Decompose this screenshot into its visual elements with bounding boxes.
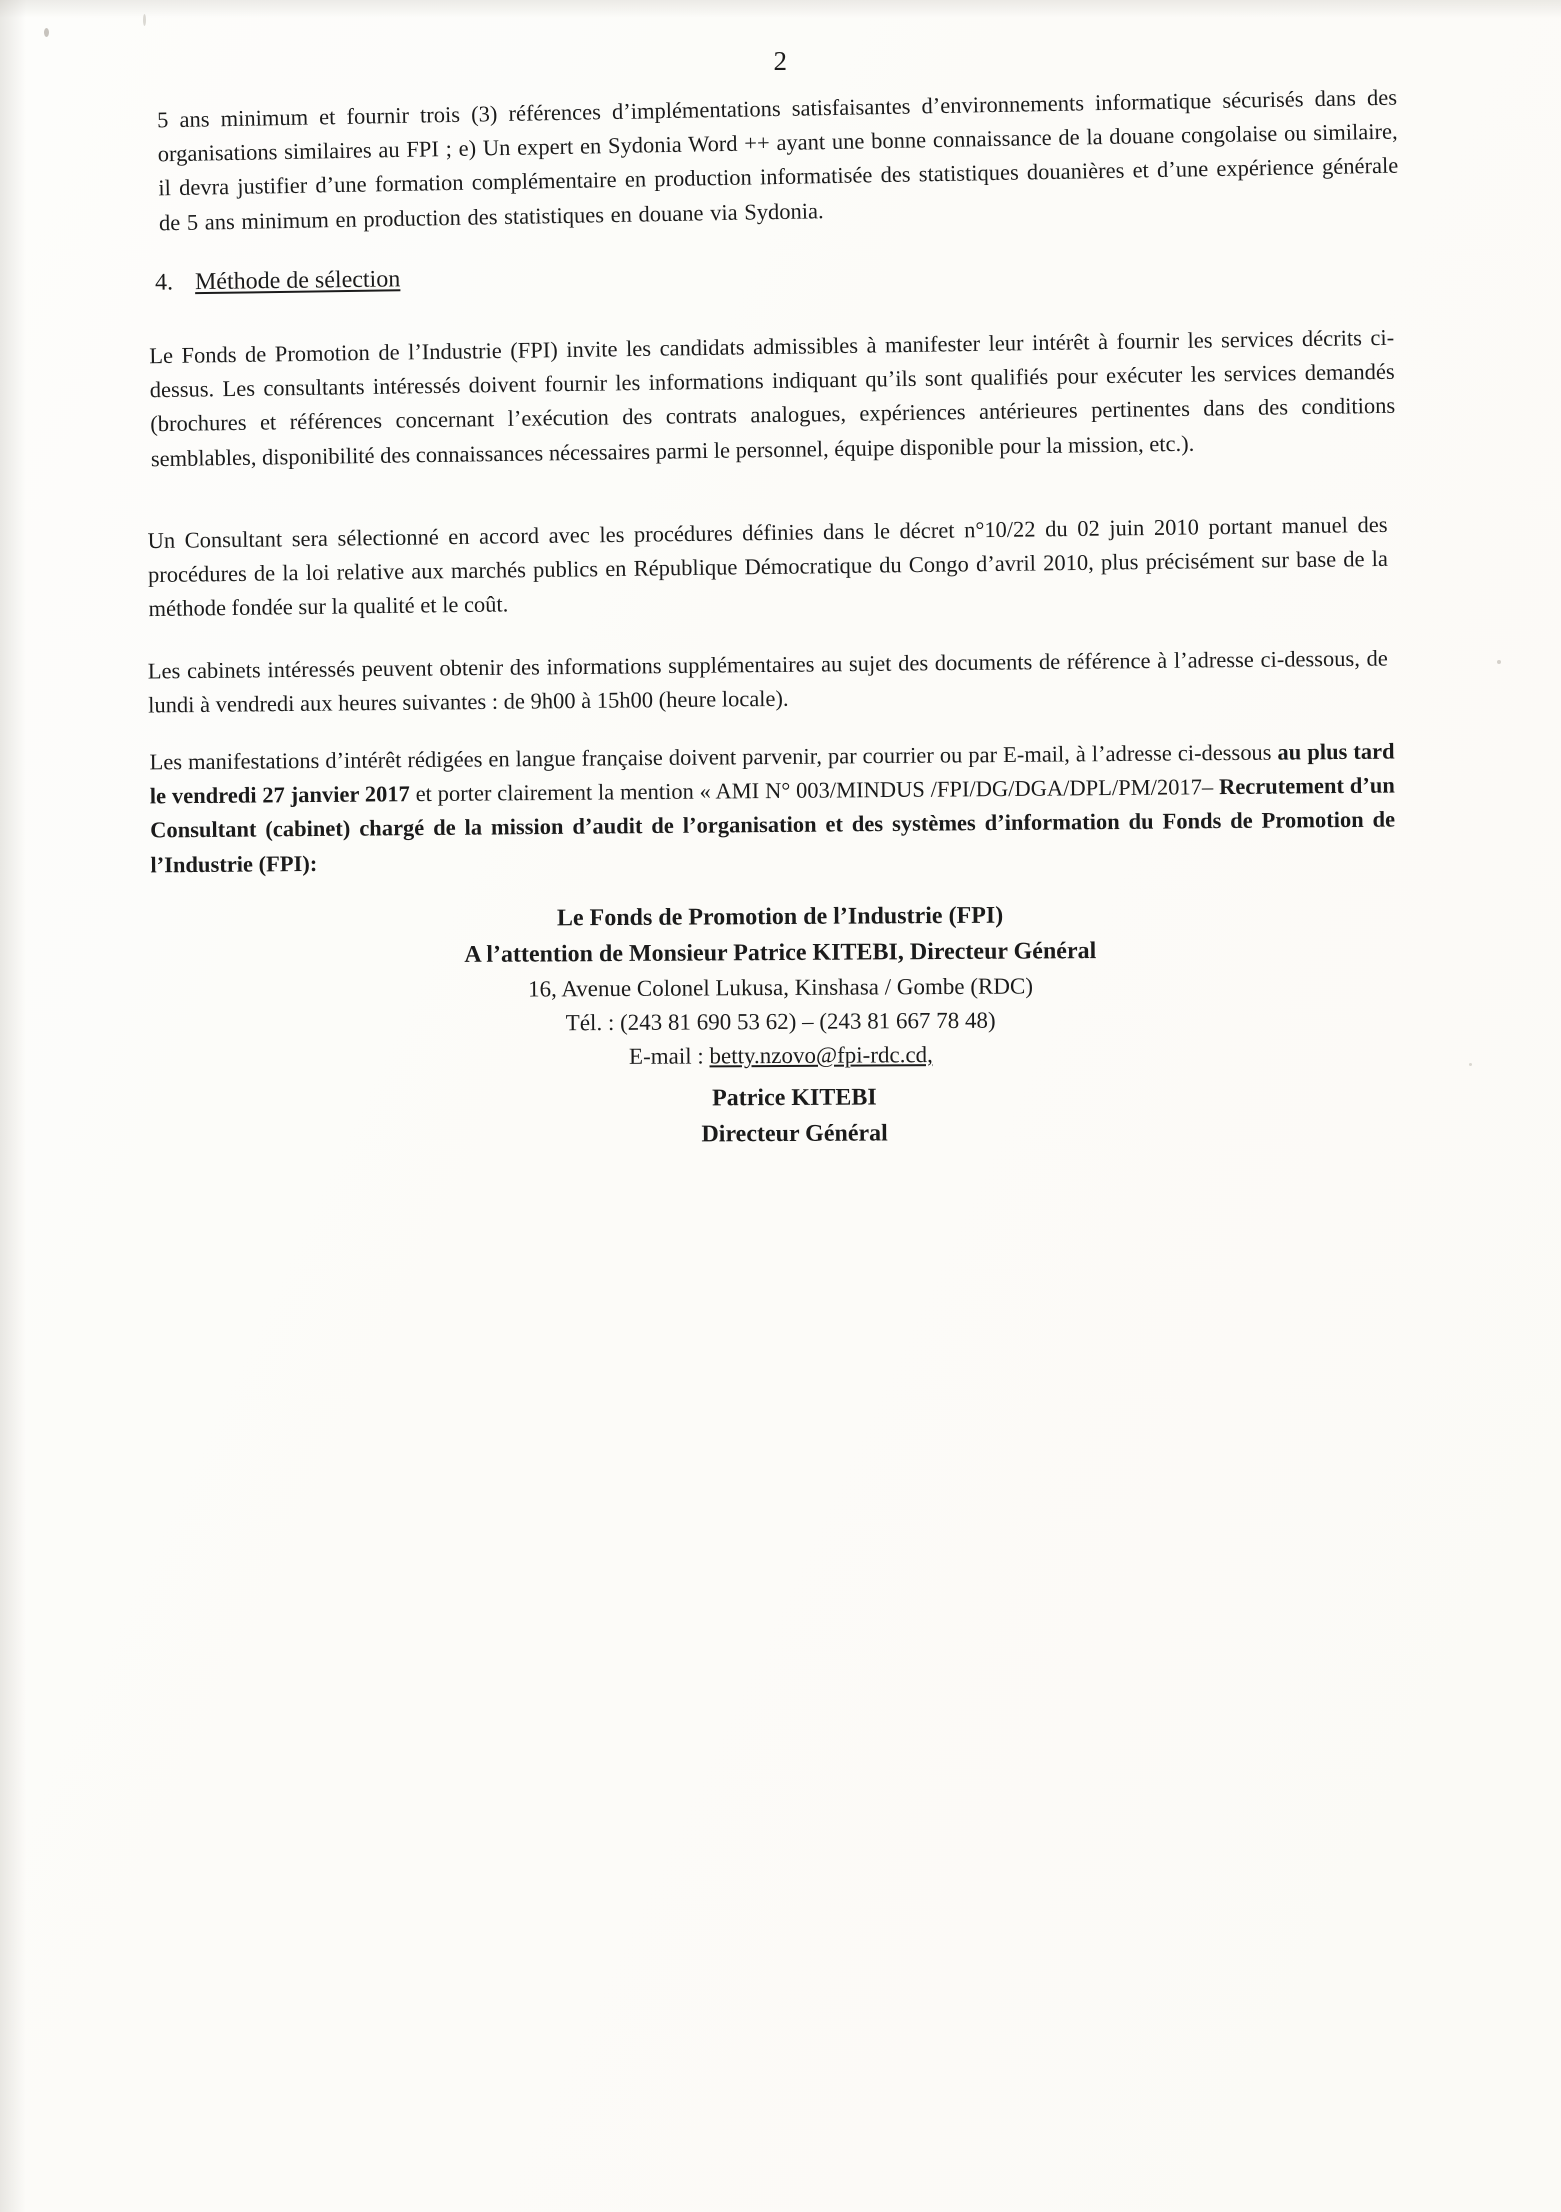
paragraph-submission	[149, 735, 1395, 883]
section-heading	[155, 266, 401, 296]
address-phone: Tél. : (243 81 690 53 62) – (243 81 667 78 48)	[565, 1007, 996, 1036]
address-street: 16, Avenue Colonel Lukusa, Kinshasa / Gombe (RDC)	[527, 973, 1034, 1002]
contact-address-block	[0, 895, 1561, 1078]
address-email-link[interactable]: betty.nzovo@fpi-rdc.cd,	[709, 1042, 933, 1069]
signatory-title: Directeur Général	[701, 1120, 888, 1148]
intro-paragraph: 5 ans minimum et fournir trois (3) références d’implémentations satisfaisantes d’environnements informatique sécurisés dans des organisations similaires au FPI ; e) Un expert en Sydonia Word ++ ayant une bonne connaissance de la douane congolaise ou similaire, il devra justifier d’une formation complémentaire en production informatisée des statistiques douanières et d’une expérience générale de 5 ans minimum en production des statistiques en douane via Sydonia.	[156, 84, 1399, 235]
address-attention: A l’attention de Monsieur Patrice KITEBI, Directeur Général	[464, 937, 1097, 968]
submission-lead: Les manifestations d’intérêt rédigées en langue française doivent parvenir, par courrier ou par E-mail, à l’adresse ci-dessous	[149, 739, 1278, 775]
address-email-label: E-mail :	[628, 1043, 710, 1070]
signatory-name: Patrice KITEBI	[712, 1084, 877, 1112]
paragraph-selection-procedure: Un Consultant sera sélectionné en accord avec les procédures définies dans le décret n°10/22 du 02 juin 2010 portant manuel des procédures de la loi relative aux marchés publics en République Démocratique du Congo d’avril 2010, plus précisément sur base de la méthode fondée sur la qualité et le coût.	[147, 511, 1389, 622]
section-title: Méthode de sélection	[194, 266, 401, 296]
page-number: 2	[773, 46, 788, 76]
paragraph-invitation: Le Fonds de Promotion de l’Industrie (FPI) invite les candidats admissibles à manifester leur intérêt à fournir les services décrits ci-dessus. Les consultants intéressés doivent fournir les informations indiquant qu’ils sont qualifiés pour exécuter les services demandés (brochures et références concernant l’exécution des contrats analogues, expériences antérieures pertinentes dans des conditions semblables, disponibilité des connaissances nécessaires parmi le personnel, équipe disponible pour la mission, etc.).	[149, 324, 1396, 471]
submission-subject: Recrutement d’un Consultant (cabinet) chargé de la mission d’audit de l’organisation et des systèmes d’information du Fonds de Promotion de l’Industrie (FPI):	[150, 772, 1396, 877]
paragraph-information-hours: Les cabinets intéressés peuvent obtenir des informations supplémentaires au sujet des documents de référence à l’adresse ci-dessous, de lundi à vendredi aux heures suivantes : de 9h00 à 15h00 (heure locale).	[147, 645, 1388, 718]
submission-middle: et porter clairement la mention « AMI N° 003/MINDUS /FPI/DG/DGA/DPL/PM/2017–	[409, 774, 1220, 807]
submission-deadline: au plus tard le vendredi 27 janvier 2017	[149, 738, 1395, 809]
section-number: 4.	[154, 269, 174, 296]
signature-block	[14, 1076, 1561, 1156]
address-organisation: Le Fonds de Promotion de l’Industrie (FPI)	[556, 902, 1004, 932]
